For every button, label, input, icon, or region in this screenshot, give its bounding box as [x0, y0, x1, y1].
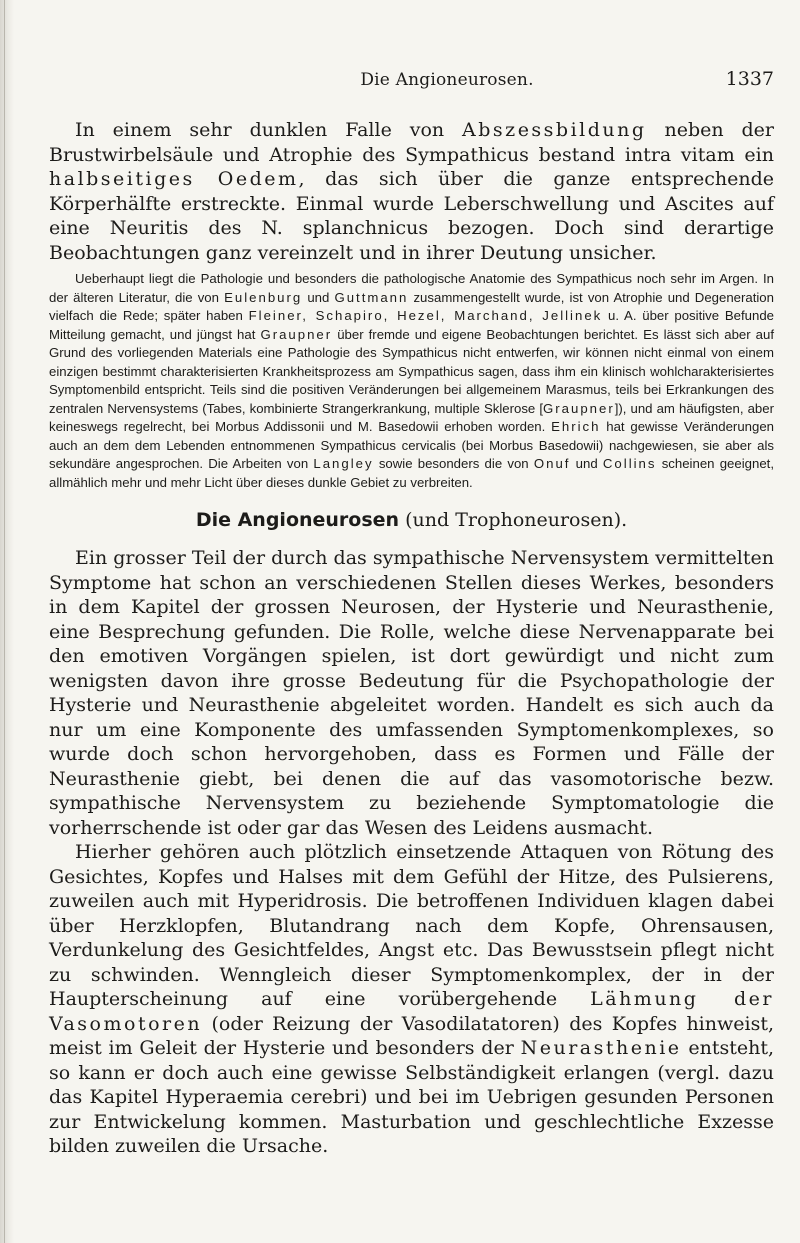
author-name: Graupner [260, 326, 333, 342]
page-number: 1337 [725, 68, 774, 90]
author-name: Eulenburg [224, 289, 303, 305]
text-run: In einem sehr dunklen Falle von [75, 119, 463, 141]
author-name: Collins [602, 456, 657, 471]
author-name: Ehrich [551, 419, 601, 434]
section-heading-sub: (und Trophoneurosen). [399, 509, 628, 531]
page-edge-line [4, 0, 5, 1243]
text-run: entsteht, so kann er doch auch eine gewisse Selbständigkeit erlangen (vergl. dazu das Kapitel Hyperaemia cerebri) und bei im Uebrigen gesunden Personen zur Entwickelung kommen. Masturbation und geschlechtliche Exzesse bilden zuweilen die Ursache. [49, 1037, 774, 1157]
text-run: und [570, 456, 603, 471]
text-run: über fremde und eigene Beobachtungen berichtet. Es lässt sich aber auf Grund des vorliegenden Materials eine Pathologie des Sympathicus nicht entwerfen, wir können nicht einmal von einem einzigen bestimmt charakterisierten Krankheitsprozess am Sympathicus sagen, dass ihm ein klinisch wohlcharakterisiertes Symptomenbild entspricht. Teils sind die positiven Veränderungen bei allgemeinem Marasmus, teils bei Erkrankungen des zentralen Nervensystems (Tabes, kombinierte Strangerkrankung, multiple Sklerose [ [49, 326, 775, 416]
text-run: u. A. über positive Befunde Mitteilung gemacht, und jüngst hat [49, 308, 774, 342]
spaced-term: halbseitiges Oedem [49, 168, 299, 190]
page-header [120, 68, 774, 96]
author-name: Onuf [533, 456, 571, 471]
spaced-term: Neurasthenie [520, 1037, 682, 1059]
page-content [49, 118, 774, 1159]
page-binding-shadow [0, 0, 14, 1243]
text-run: zusammengestellt wurde, ist von Atrophie und Degeneration vielfach die Rede; später haben [49, 289, 774, 323]
text-run: ]), und am häufigsten, aber keineswegs regelrecht, bei Morbus Addissonii und M. Basedowii erhoben worden. [49, 400, 774, 434]
text-run: und [302, 289, 335, 305]
paragraph-attacks [49, 840, 774, 1159]
text-run: neben der Brustwirbelsäule und Atrophie des Sympathicus bestand intra vitam ein [49, 119, 774, 166]
author-name: Langley [313, 456, 374, 471]
text-run: , das sich über die ganze entsprechende Körperhälfte erstreckte. Einmal wurde Leberschwellung und Ascites auf eine Neuritis des N. splanchnicus bezogen. Doch sind derartige Beobachtungen ganz vereinzelt und in ihrer Deutung unsicher. [49, 168, 774, 264]
paragraph-abscess [49, 118, 774, 265]
section-heading-main: Die Angioneurosen [195, 509, 400, 531]
text-run: (oder Reizung der Vasodilatatoren) des Kopfes hinweist, meist im Geleit der Hysterie und besonders der [49, 1012, 774, 1059]
author-name: Graupner [543, 400, 615, 416]
text-run: Hierher gehören auch plötzlich einsetzende Attaquen von Rötung des Gesichtes, Kopfes und Halses mit dem Gefühl der Hitze, des Pulsierens, zuweilen auch mit Hyperidrosis. Die betroffenen Individuen klagen dabei über Herzklopfen, Blutandrang nach dem Kopfe, Ohrensausen, Verdunkelung des Gesichtfeldes, Angst etc. Das Bewusstsein pflegt nicht zu schwinden. Wenngleich dieser Symptomenkomplex, der in der Haupterscheinung auf eine vorübergehende [49, 841, 774, 1010]
spaced-term: Abszessbildung [462, 119, 647, 141]
text-run: sowie besonders die von [373, 456, 534, 471]
text-run: hat gewisse Veränderungen auch an dem dem Lebenden entnommenen Sympathicus cervicalis (bei Morbus Basedowii) nachgewiesen, sie aber als sekundäre angesprochen. Die Arbeiten von [49, 419, 774, 471]
paragraph-pathology-note [49, 270, 774, 492]
text-run: scheinen geeignet, allmählich mehr und mehr Licht über dieses dunkle Gebiet zu verbreiten. [49, 456, 774, 490]
paragraph-sympathetic-system: Ein grosser Teil der durch das sympathische Nervensystem vermittelten Symptome hat schon an verschiedenen Stellen dieses Werkes, besonders in dem Kapitel der grossen Neurosen, der Hysterie und Neurasthenie, eine Besprechung gefunden. Die Rolle, welche diese Nervenapparate bei den emotiven Vorgängen spielen, ist dort gewürdigt und nicht zum wenigsten davon ihre grosse Bedeutung für die Psychopathologie der Hysterie und Neurasthenie abgeleitet worden. Handelt es sich auch da nur um eine Komponente des umfassenden Symptomenkomplexes, so wurde doch schon hervorgehoben, dass es Formen und Fälle der Neurasthenie giebt, bei denen die auf das vasomotorische bezw. sympathische Nervensystem zu beziehende Symptomatologie die vorherrschende ist oder gar das Wesen des Leidens ausmacht. [49, 547, 774, 839]
text-run: Ueberhaupt liegt die Pathologie und besonders die pathologische Anatomie des Sympathicus noch sehr im Argen. In der älteren Literatur, die von [49, 271, 774, 305]
spaced-term: Lähmung der Vasomotoren [49, 988, 774, 1035]
section-heading [49, 508, 774, 532]
author-name: Fleiner, Schapiro, Hezel, Marchand, Jellinek [248, 308, 603, 323]
running-title: Die Angioneurosen. [360, 70, 534, 90]
author-name: Guttmann [334, 289, 409, 305]
